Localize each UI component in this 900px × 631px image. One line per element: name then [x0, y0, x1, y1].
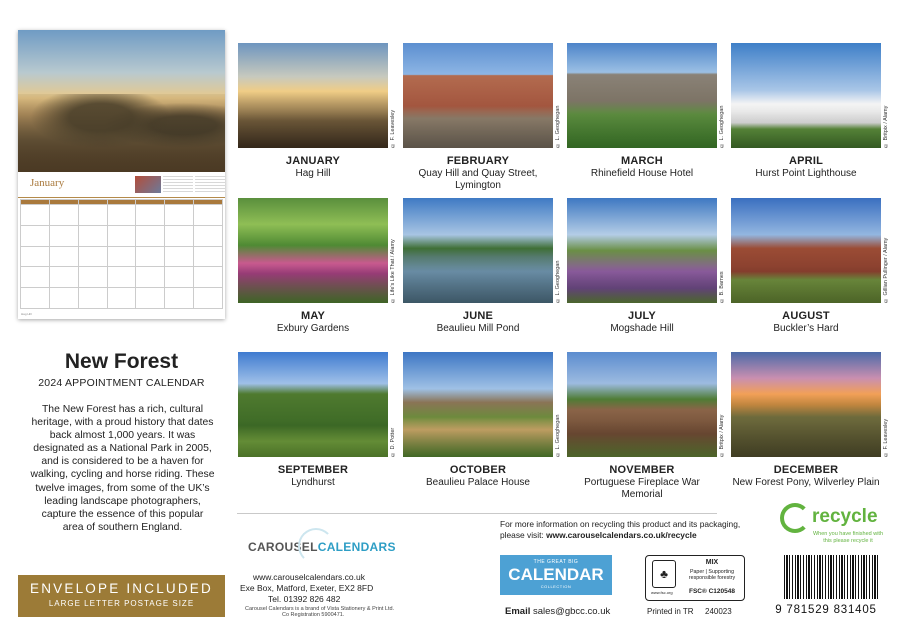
month-photo — [567, 43, 717, 148]
month-photo — [731, 352, 881, 457]
month-photo — [731, 198, 881, 303]
photo-credit: © Britpix / Alamy — [719, 414, 725, 457]
publisher-registration: Co Registration 5900471. — [282, 612, 345, 618]
month-location: Beaulieu Palace House — [426, 477, 530, 488]
recycle-icon — [780, 503, 810, 533]
preview-date-grid — [20, 199, 223, 309]
fsc-tree-icon: ♣ — [652, 560, 676, 588]
recycle-logo-tagline: When you have finished with this please recycle it — [812, 531, 883, 544]
product-code: 240023 — [705, 607, 732, 616]
preview-footer: Hag Hill — [21, 312, 32, 316]
month-location: Rhinefield House Hotel — [590, 168, 694, 179]
month-name: JULY — [628, 310, 656, 322]
month-tile — [238, 43, 396, 180]
photo-credit: © Britpix / Alamy — [883, 105, 889, 148]
month-tile — [403, 198, 561, 335]
month-location: Hag Hill — [295, 168, 331, 179]
recycle-logo — [780, 503, 885, 547]
photo-credit: © D. Potter — [390, 427, 396, 457]
month-tile — [403, 352, 561, 489]
month-name: MAY — [300, 310, 326, 322]
month-name: DECEMBER — [773, 464, 839, 476]
sales-email — [505, 606, 610, 617]
logo-text-carousel: CAROUSEL — [248, 540, 318, 554]
month-location: Exbury Gardens — [276, 323, 350, 334]
envelope-main-text: ENVELOPE INCLUDED — [30, 581, 213, 596]
month-location: Portuguese Fireplace War Memorial — [584, 477, 700, 500]
barcode-bars — [784, 555, 880, 599]
logo-text-calendars: CALENDARS — [317, 540, 396, 554]
gbc-main-text: CALENDAR — [508, 565, 604, 584]
publisher-phone: Tel. 01392 826 482 — [268, 594, 341, 604]
publisher-legal: Carousel Calendars is a brand of Vista Stationery & Print Ltd. — [245, 606, 395, 612]
barcode — [782, 555, 882, 603]
month-tile — [731, 198, 889, 335]
month-tile — [567, 352, 725, 500]
recycling-url: www.carouselcalendars.co.uk/recycle — [546, 530, 697, 540]
calendar-title: New Forest — [64, 350, 179, 373]
great-big-calendar-logo — [500, 555, 612, 595]
carousel-arc-icon — [298, 528, 334, 564]
month-name: JUNE — [462, 310, 494, 322]
month-photo — [238, 352, 388, 457]
fsc-description: Paper | Supporting responsible forestry — [688, 569, 736, 582]
month-photo — [403, 198, 553, 303]
fsc-mix: MIX — [705, 559, 719, 566]
month-location: Beaulieu Mill Pond — [436, 323, 520, 334]
envelope-sub-text: LARGE LETTER POSTAGE SIZE — [48, 599, 195, 608]
month-photo — [731, 43, 881, 148]
month-location: Buckler’s Hard — [773, 323, 839, 334]
month-photo — [403, 352, 553, 457]
preview-mini-calendar — [195, 176, 225, 193]
month-photo — [238, 43, 388, 148]
preview-mini-calendar — [163, 176, 193, 193]
month-name: NOVEMBER — [609, 464, 675, 476]
preview-cover-photo — [18, 30, 225, 172]
month-location: Lyndhurst — [291, 477, 335, 488]
month-name: JANUARY — [285, 155, 341, 167]
isbn-number: 9 781529 831405 — [775, 604, 877, 616]
calendar-description: The New Forest has a rich, cultural heritage, with a proud history that dates back almost 1,000 years. It was designated as a National Park in 2005, and is considered to be a haven for walking, cycling and horse riding. These twelve images, from some of the UK’s leading landscape photographers, capture the essence of this popular area of southern England. — [30, 404, 215, 533]
month-location: Mogshade Hill — [610, 323, 674, 334]
month-name: AUGUST — [782, 310, 830, 322]
month-location: Quay Hill and Quay Street, Lymington — [418, 168, 538, 191]
month-photo — [238, 198, 388, 303]
gbc-top-text: THE GREAT BIG — [533, 559, 579, 565]
fsc-code: FSC® C120548 — [689, 588, 735, 595]
calendar-subtitle: 2024 APPOINTMENT CALENDAR — [38, 377, 205, 389]
photo-credit: © F. Leavesley — [390, 109, 396, 148]
recycle-logo-word: recycle — [812, 506, 878, 527]
month-name: OCTOBER — [449, 464, 507, 476]
recycling-line-1: For more information on recycling this product and its packaging, — [500, 519, 741, 529]
photo-credit: © L. Geoghegan — [555, 260, 561, 303]
photo-credit: © L. Geoghegan — [555, 105, 561, 148]
recycling-info — [500, 519, 740, 541]
month-tile — [731, 43, 889, 180]
photo-credit: © Gillian Pullinger / Alamy — [883, 237, 889, 303]
photo-credit: © L. Geoghegan — [719, 105, 725, 148]
gbc-sub-text: COLLECTION — [540, 584, 572, 589]
publisher-website: www.carouselcalendars.co.uk — [253, 572, 365, 582]
email-label: Email — [505, 606, 531, 617]
month-name: SEPTEMBER — [277, 464, 349, 476]
month-tile — [567, 198, 725, 335]
photo-credit: © L. Geoghegan — [555, 414, 561, 457]
month-name: APRIL — [789, 155, 823, 167]
month-location: New Forest Pony, Wilverley Plain — [732, 477, 880, 488]
month-photo — [567, 198, 717, 303]
month-location: Hurst Point Lighthouse — [755, 168, 857, 179]
photo-credit: © B. Barnes — [719, 271, 725, 303]
preview-header — [18, 172, 225, 198]
fsc-site: www.fsc.org — [651, 590, 673, 595]
preview-thumbnail — [135, 176, 161, 193]
photo-credit: © F. Leavesley — [883, 418, 889, 457]
recycling-line-2-prefix: please visit: — [500, 530, 547, 540]
month-name: MARCH — [621, 155, 663, 167]
month-tile — [238, 198, 396, 335]
printed-in: Printed in TR — [647, 607, 694, 616]
publisher-address: Exe Box, Matford, Exeter, EX2 8FD — [240, 583, 374, 593]
month-tile — [567, 43, 725, 180]
month-name: FEBRUARY — [446, 155, 510, 167]
month-photo — [403, 43, 553, 148]
fsc-label — [645, 555, 745, 601]
carousel-calendars-logo — [248, 540, 396, 554]
month-tile — [403, 43, 561, 191]
email-address: sales@gbcc.co.uk — [533, 606, 611, 617]
calendar-preview — [18, 30, 225, 319]
photo-credit: © Life's Like That / Alamy — [390, 239, 396, 303]
month-tile — [731, 352, 889, 489]
month-tile — [238, 352, 396, 489]
divider — [237, 513, 717, 514]
preview-month-label: January — [30, 177, 65, 189]
month-photo — [567, 352, 717, 457]
envelope-banner — [18, 575, 225, 617]
